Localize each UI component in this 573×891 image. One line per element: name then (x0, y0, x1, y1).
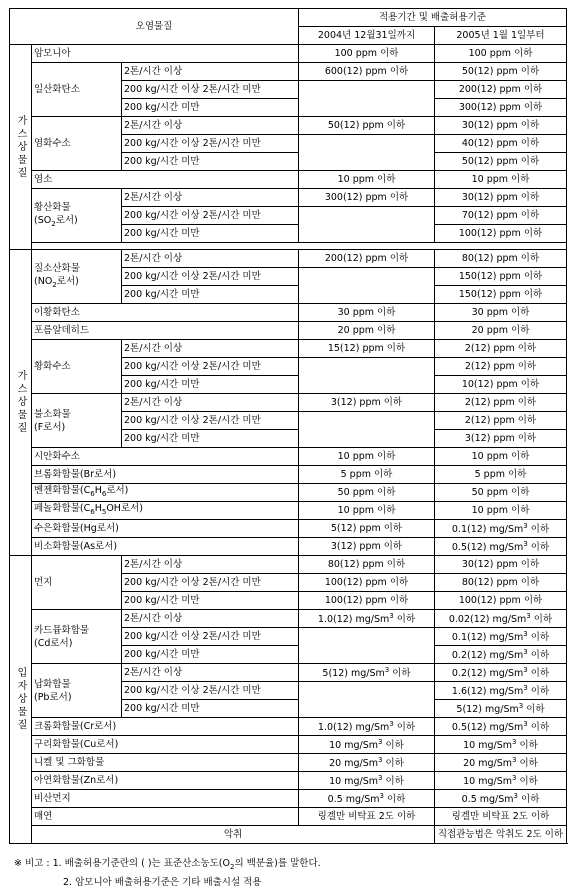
value-from: 30 ppm 이하 (435, 304, 567, 322)
value-until-empty (299, 81, 435, 117)
value-from: 10 mg/Sm$^3$ 이하 (435, 772, 567, 790)
table-row (10, 772, 567, 790)
value-combined: 직접관능법은 악취도 2도 이하 (435, 826, 567, 844)
pollutant-name: 니켈 및 그화합물 (32, 754, 299, 772)
pollutant-name: 아연화합물(Zn로서) (32, 772, 299, 790)
value-from: 0.1(12) mg/Sm$^3$ 이하 (435, 520, 567, 538)
pollutant-name: 일산화탄소 (32, 63, 122, 117)
capacity-label: 200 kg/시간 이상 2톤/시간 미만 (122, 207, 299, 225)
table-row (10, 171, 567, 189)
value-from: 20 mg/Sm$^3$ 이하 (435, 754, 567, 772)
table-row (10, 322, 567, 340)
pollutant-name: 염소 (32, 171, 299, 189)
value-until: 1.0(12) mg/Sm$^3$ 이하 (299, 718, 435, 736)
value-until: 1.0(12) mg/Sm$^3$ 이하 (299, 610, 435, 628)
value-until: 100 ppm 이하 (299, 45, 435, 63)
pollutant-name: 악취 (32, 826, 435, 844)
value-until: 20 mg/Sm$^3$ 이하 (299, 754, 435, 772)
value-from: 30(12) ppm 이하 (435, 189, 567, 207)
value-until: 10 mg/Sm$^3$ 이하 (299, 736, 435, 754)
pollutant-name: 황산화물 ($SO_2$로서) (32, 189, 122, 243)
pollutant-name: 암모니아 (32, 45, 299, 63)
table-row (10, 790, 567, 808)
value-until-empty (299, 135, 435, 171)
value-until: 3(12) ppm 이하 (299, 538, 435, 556)
value-until: 3(12) ppm 이하 (299, 394, 435, 412)
value-from: 5 ppm 이하 (435, 466, 567, 484)
value-until: 50(12) ppm 이하 (299, 117, 435, 135)
table-row (10, 189, 567, 207)
capacity-label: 200 kg/시간 미만 (122, 592, 299, 610)
value-from: 80(12) ppm 이하 (435, 250, 567, 268)
value-from: 100(12) ppm 이하 (435, 225, 567, 243)
table-row (10, 538, 567, 556)
value-from: 70(12) ppm 이하 (435, 207, 567, 225)
value-from: 2(12) ppm 이하 (435, 358, 567, 376)
table-row (10, 340, 567, 358)
value-until-empty (299, 628, 435, 664)
value-from: 0.2(12) mg/Sm$^3$ 이하 (435, 664, 567, 682)
value-from: 3(12) ppm 이하 (435, 430, 567, 448)
pollutant-name: 질소산화물 ($NO_2$로서) (32, 250, 122, 304)
value-until: 100(12) ppm 이하 (299, 574, 435, 592)
pollutant-name: 카드뮴화합물 (Cd로서) (32, 610, 122, 664)
capacity-label: 200 kg/시간 이상 2톤/시간 미만 (122, 412, 299, 430)
value-until: 300(12) ppm 이하 (299, 189, 435, 207)
value-until: 80(12) ppm 이하 (299, 556, 435, 574)
value-until: 10 mg/Sm$^3$ 이하 (299, 772, 435, 790)
group-label: 입자상물질 (10, 556, 32, 844)
capacity-label: 200 kg/시간 이상 2톤/시간 미만 (122, 682, 299, 700)
pollutant-name: 수은화합물(Hg로서) (32, 520, 299, 538)
value-until-empty (299, 358, 435, 394)
value-from: 0.2(12) mg/Sm$^3$ 이하 (435, 646, 567, 664)
capacity-label: 200 kg/시간 미만 (122, 430, 299, 448)
capacity-label: 200 kg/시간 이상 2톤/시간 미만 (122, 358, 299, 376)
pollutant-name: 페놀화합물($C_6H_5OH$로서) (32, 502, 299, 520)
capacity-label: 2톤/시간 이상 (122, 394, 299, 412)
value-from: 2(12) ppm 이하 (435, 412, 567, 430)
value-until: 100(12) ppm 이하 (299, 592, 435, 610)
table-row (10, 117, 567, 135)
capacity-label: 2톤/시간 이상 (122, 610, 299, 628)
value-until: 200(12) ppm 이하 (299, 250, 435, 268)
table-row (10, 520, 567, 538)
value-from: 100 ppm 이하 (435, 45, 567, 63)
value-from: 2(12) ppm 이하 (435, 394, 567, 412)
table-row (10, 718, 567, 736)
value-until: 50 ppm 이하 (299, 484, 435, 502)
value-until-empty (299, 412, 435, 448)
pollutant-name: 구리화합물(Cu로서) (32, 736, 299, 754)
capacity-label: 200 kg/시간 미만 (122, 286, 299, 304)
value-until-empty (299, 268, 435, 304)
value-until: 0.5 mg/Sm$^3$ 이하 (299, 790, 435, 808)
header-row-1 (10, 9, 567, 27)
table-row (10, 808, 567, 826)
pollutant-name: 크롬화합물(Cr로서) (32, 718, 299, 736)
capacity-label: 200 kg/시간 이상 2톤/시간 미만 (122, 135, 299, 153)
value-until: 10 ppm 이하 (299, 171, 435, 189)
capacity-label: 200 kg/시간 미만 (122, 153, 299, 171)
value-from: 10 ppm 이하 (435, 448, 567, 466)
value-from: 50 ppm 이하 (435, 484, 567, 502)
capacity-label: 200 kg/시간 미만 (122, 225, 299, 243)
value-until: 10 ppm 이하 (299, 502, 435, 520)
table-row (10, 736, 567, 754)
value-until: 15(12) ppm 이하 (299, 340, 435, 358)
capacity-label: 200 kg/시간 미만 (122, 646, 299, 664)
header-pollutant: 오염물질 (10, 9, 299, 45)
pollutant-name: 불소화물 (F로서) (32, 394, 122, 448)
pollutant-name: 황화수소 (32, 340, 122, 394)
value-from: 300(12) ppm 이하 (435, 99, 567, 117)
value-from: 30(12) ppm 이하 (435, 556, 567, 574)
value-from: 링겔만 비탁표 2도 이하 (435, 808, 567, 826)
spacer-cell (32, 243, 567, 250)
table-row (10, 826, 567, 844)
capacity-label: 200 kg/시간 이상 2톤/시간 미만 (122, 574, 299, 592)
value-from: 10 ppm 이하 (435, 502, 567, 520)
capacity-label: 2톤/시간 이상 (122, 63, 299, 81)
pollutant-name: 포름알데히드 (32, 322, 299, 340)
value-from: 10(12) ppm 이하 (435, 376, 567, 394)
capacity-label: 200 kg/시간 미만 (122, 700, 299, 718)
table-row (10, 754, 567, 772)
table-row (10, 664, 567, 682)
value-from: 0.5 mg/Sm$^3$ 이하 (435, 790, 567, 808)
value-until: 600(12) ppm 이하 (299, 63, 435, 81)
value-until: 5(12) ppm 이하 (299, 520, 435, 538)
capacity-label: 2톤/시간 이상 (122, 189, 299, 207)
table-row (10, 243, 567, 250)
pollutant-name: 브롬화합물(Br로서) (32, 466, 299, 484)
value-from: 0.1(12) mg/Sm$^3$ 이하 (435, 628, 567, 646)
emission-standards-table (9, 8, 567, 844)
table-row (10, 448, 567, 466)
value-from: 40(12) ppm 이하 (435, 135, 567, 153)
header-period: 적용기간 및 배출허용기준 (299, 9, 567, 27)
value-from: 200(12) ppm 이하 (435, 81, 567, 99)
pollutant-name: 염화수소 (32, 117, 122, 171)
capacity-label: 2톤/시간 이상 (122, 250, 299, 268)
value-from: 0.02(12) mg/Sm$^3$ 이하 (435, 610, 567, 628)
value-until: 30 ppm 이하 (299, 304, 435, 322)
value-from: 80(12) ppm 이하 (435, 574, 567, 592)
value-from: 20 ppm 이하 (435, 322, 567, 340)
capacity-label: 2톤/시간 이상 (122, 664, 299, 682)
capacity-label: 200 kg/시간 이상 2톤/시간 미만 (122, 628, 299, 646)
value-from: 1.6(12) mg/Sm$^3$ 이하 (435, 682, 567, 700)
capacity-label: 200 kg/시간 미만 (122, 99, 299, 117)
value-until: 5(12) mg/Sm$^3$ 이하 (299, 664, 435, 682)
value-from: 30(12) ppm 이하 (435, 117, 567, 135)
value-until: 20 ppm 이하 (299, 322, 435, 340)
value-from: 150(12) ppm 이하 (435, 268, 567, 286)
table-row (10, 45, 567, 63)
header-until: 2004년 12월31일까지 (299, 27, 435, 45)
value-from: 100(12) ppm 이하 (435, 592, 567, 610)
value-from: 2(12) ppm 이하 (435, 340, 567, 358)
group-label: 가스상물질 (10, 250, 32, 556)
footnote-2: 2. 암모니아 배출허용기준은 기타 배출시설 적용 (63, 876, 262, 888)
pollutant-name: 비소화합물(As로서) (32, 538, 299, 556)
value-from: 10 ppm 이하 (435, 171, 567, 189)
value-until-empty (299, 207, 435, 243)
table-row (10, 250, 567, 268)
footnote-1: ※ 비고 : 1. 배출허용기준란의 ( )는 표준산소농도($O_2$의 백분율)를 말한다. (14, 858, 321, 871)
value-from: 50(12) ppm 이하 (435, 63, 567, 81)
capacity-label: 2톤/시간 이상 (122, 340, 299, 358)
capacity-label: 200 kg/시간 이상 2톤/시간 미만 (122, 81, 299, 99)
pollutant-name: 이황화탄소 (32, 304, 299, 322)
group-label: 가스상물질 (10, 45, 32, 250)
pollutant-name: 매연 (32, 808, 299, 826)
header-from: 2005년 1월 1일부터 (435, 27, 567, 45)
capacity-label: 200 kg/시간 미만 (122, 376, 299, 394)
value-from: 0.5(12) mg/Sm$^3$ 이하 (435, 538, 567, 556)
table-row (10, 304, 567, 322)
table-row (10, 63, 567, 81)
capacity-label: 2톤/시간 이상 (122, 556, 299, 574)
pollutant-name: 벤젠화합물($C_6H_6$로서) (32, 484, 299, 502)
value-until: 링겔만 비탁표 2도 이하 (299, 808, 435, 826)
pollutant-name: 시안화수소 (32, 448, 299, 466)
value-until: 5 ppm 이하 (299, 466, 435, 484)
pollutant-name: 먼지 (32, 556, 122, 610)
pollutant-name: 납화합물 (Pb로서) (32, 664, 122, 718)
table-row (10, 484, 567, 502)
value-from: 5(12) mg/Sm$^3$ 이하 (435, 700, 567, 718)
table-row (10, 394, 567, 412)
pollutant-name: 비산먼지 (32, 790, 299, 808)
value-from: 10 mg/Sm$^3$ 이하 (435, 736, 567, 754)
value-from: 0.5(12) mg/Sm$^3$ 이하 (435, 718, 567, 736)
capacity-label: 200 kg/시간 이상 2톤/시간 미만 (122, 268, 299, 286)
table-row (10, 466, 567, 484)
value-from: 50(12) ppm 이하 (435, 153, 567, 171)
table-row (10, 610, 567, 628)
value-until: 10 ppm 이하 (299, 448, 435, 466)
table-row (10, 502, 567, 520)
table-row (10, 556, 567, 574)
value-until-empty (299, 682, 435, 718)
value-from: 150(12) ppm 이하 (435, 286, 567, 304)
capacity-label: 2톤/시간 이상 (122, 117, 299, 135)
footnotes (14, 856, 321, 891)
